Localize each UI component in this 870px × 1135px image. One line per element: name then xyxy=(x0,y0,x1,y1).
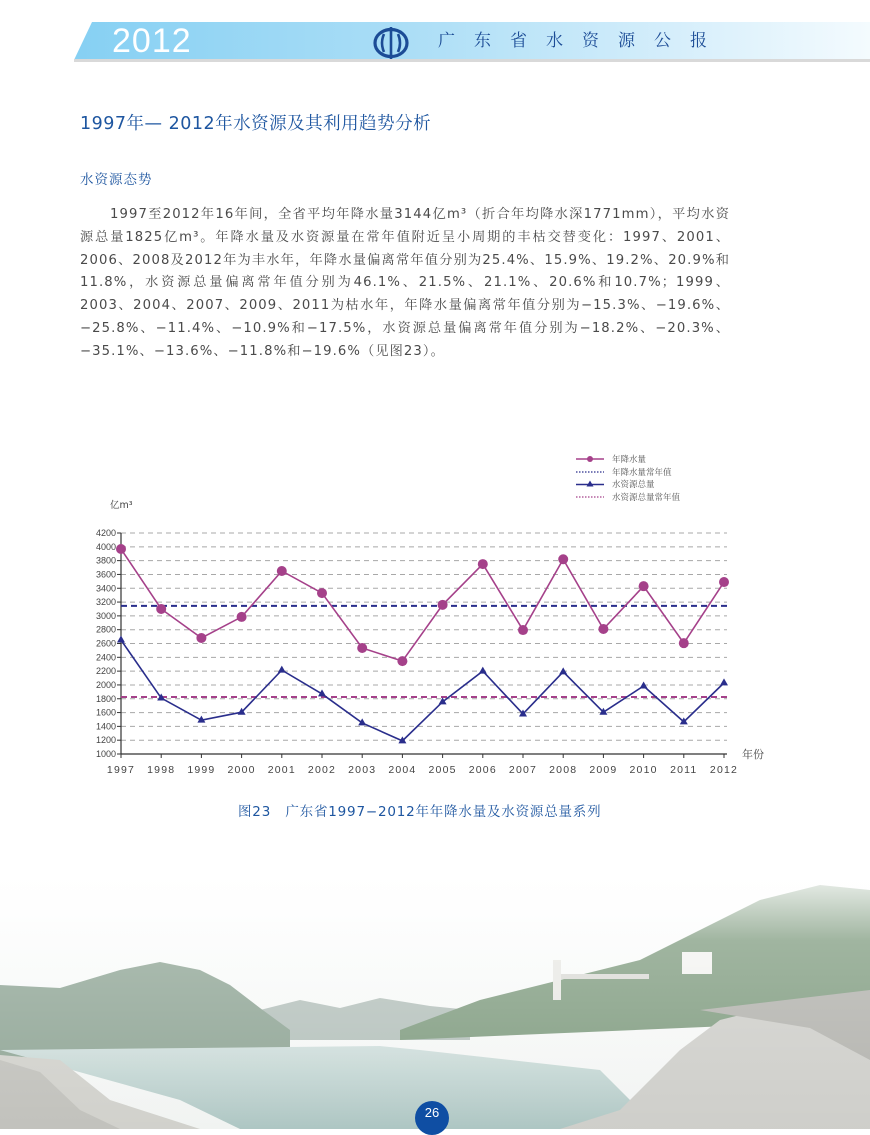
triangle-marker-line-icon xyxy=(576,479,604,489)
y-tick-label: 3000 xyxy=(95,610,116,621)
x-tick-label: 2003 xyxy=(348,764,377,776)
x-axis-label: 年份 xyxy=(742,748,764,761)
data-point-circle xyxy=(518,625,528,635)
chart-legend xyxy=(576,453,680,503)
header-title: 广东省水资源公报 xyxy=(438,31,726,51)
x-tick-label: 2012 xyxy=(709,764,739,776)
legend-item-water-resources-normal xyxy=(576,491,680,504)
data-point-triangle xyxy=(278,666,286,673)
y-tick-label: 2000 xyxy=(95,679,116,690)
data-point-circle xyxy=(357,643,367,653)
data-point-triangle xyxy=(720,678,728,685)
y-tick-label: 3400 xyxy=(95,583,116,594)
data-point-circle xyxy=(397,656,407,666)
paragraph-text: 1997至2012年16年间，全省平均年降水量3144亿m³（折合年均降水深1771mm），平均水资源总量1825亿m³。年降水量及水资源量在常年值附近呈小周期的丰枯交替变化：1997、2001、2006、2008及2012年为丰水年，年降水量偏离常年值分别为25.4%、15.9%、19.2%、20.9%和11.8%，水资源总量偏离常年值分别为46.1%、21.5%、21.1%、20.6%和10.7%；1999、2003、2004、2007、2009、2011为枯水年，年降水量偏离常年值分别为−15.3%、−19.6%、−25.8%、−11.4%、−10.9%和−17.5%，水资源总量偏离常年值分别为−18.2%、−20.3%、−35.1%、−13.6%、−11.8%和−19.6%（见图23）。 xyxy=(80,207,730,359)
data-point-circle xyxy=(719,577,729,587)
y-tick-label: 1000 xyxy=(95,749,116,759)
dotted-line-icon xyxy=(576,467,604,477)
circle-marker-line-icon xyxy=(576,454,604,464)
x-tick-label: 2008 xyxy=(549,764,578,776)
y-tick-label: 2200 xyxy=(95,666,116,677)
data-point-triangle xyxy=(358,718,366,725)
legend-item-water-resources xyxy=(576,478,680,491)
legend-label: 水资源总量常年值 xyxy=(612,492,681,503)
data-point-circle xyxy=(639,581,649,591)
data-point-triangle xyxy=(479,667,487,674)
y-tick-label: 2600 xyxy=(95,638,116,649)
legend-item-precipitation-normal xyxy=(576,466,680,479)
x-tick-label: 1998 xyxy=(147,764,176,776)
page-number-badge: 26 xyxy=(415,1101,449,1135)
y-tick-label: 1400 xyxy=(95,721,116,732)
y-tick-label: 1600 xyxy=(95,707,116,718)
y-tick-label: 1800 xyxy=(95,693,116,704)
x-tick-label: 2004 xyxy=(388,764,417,776)
x-tick-label: 2009 xyxy=(589,764,618,776)
data-point-circle xyxy=(679,638,689,648)
y-tick-label: 4200 xyxy=(95,528,116,538)
x-tick-label: 2001 xyxy=(267,764,296,776)
subsection-title: 水资源态势 xyxy=(80,172,153,188)
data-point-triangle xyxy=(117,636,125,643)
x-tick-label: 2005 xyxy=(428,764,457,776)
reservoir-photo xyxy=(0,860,870,1129)
y-tick-label: 3800 xyxy=(95,555,116,566)
data-point-circle xyxy=(317,588,327,598)
legend-label: 年降水量 xyxy=(612,455,647,466)
y-tick-label: 2400 xyxy=(95,652,116,663)
header-year: 2012 xyxy=(112,22,192,60)
series-line xyxy=(121,640,724,741)
x-tick-label: 1997 xyxy=(106,764,136,776)
y-tick-label: 3200 xyxy=(95,597,116,608)
legend-item-precipitation xyxy=(576,453,680,466)
y-tick-label: 4000 xyxy=(95,541,116,552)
x-tick-label: 2002 xyxy=(307,764,337,776)
data-point-circle xyxy=(598,624,608,634)
data-point-circle xyxy=(156,604,166,614)
x-tick-label: 2011 xyxy=(670,764,698,776)
x-tick-label: 2000 xyxy=(227,764,256,776)
data-point-circle xyxy=(558,554,568,564)
data-point-circle xyxy=(116,544,126,554)
x-tick-label: 1999 xyxy=(187,764,216,776)
section-title: 1997年— 2012年水资源及其利用趋势分析 xyxy=(80,114,432,134)
data-point-circle xyxy=(478,559,488,569)
legend-label: 水资源总量 xyxy=(612,480,655,491)
data-point-circle xyxy=(237,612,247,622)
y-tick-label: 3600 xyxy=(95,569,116,580)
y-tick-label: 2800 xyxy=(95,624,116,635)
y-axis-label: 亿m³ xyxy=(110,500,133,511)
data-point-circle xyxy=(196,633,206,643)
legend-label: 年降水量常年值 xyxy=(612,467,672,478)
x-tick-label: 2010 xyxy=(629,764,658,776)
figure-caption: 图23 广东省1997−2012年年降水量及水资源总量系列 xyxy=(238,804,602,820)
x-tick-label: 2006 xyxy=(468,764,497,776)
data-point-circle xyxy=(438,600,448,610)
y-tick-label: 1200 xyxy=(95,735,116,746)
dotted-line-icon xyxy=(576,492,604,502)
data-point-circle xyxy=(277,566,287,576)
x-tick-label: 2007 xyxy=(508,764,538,776)
